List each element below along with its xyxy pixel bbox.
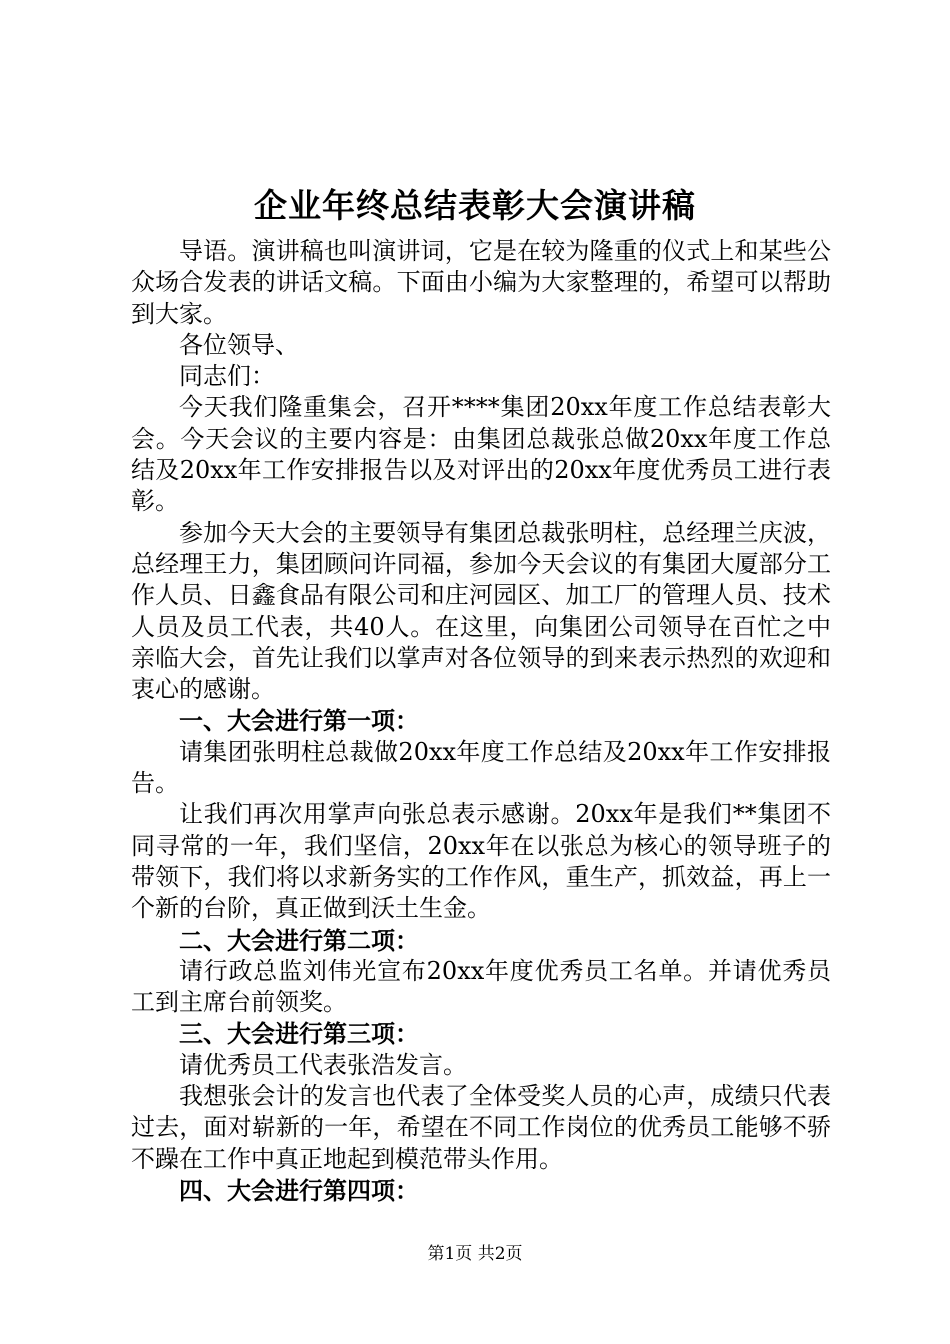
opening-paragraph: 今天我们隆重集会，召开****集团20xx年度工作总结表彰大会。今天会议的主要内容是：由集团总裁张总做20xx年度工作总结及20xx年工作安排报告以及对评出的20xx年度优秀员工进行表彰。 <box>131 393 831 516</box>
section-heading-2: 二、大会进行第二项： <box>179 925 419 955</box>
thanks-paragraph: 让我们再次用掌声向张总表示感谢。20xx年是我们**集团不同寻常的一年，我们坚信，20xx年在以张总为核心的领导班子的带领下，我们将以求新务实的工作作风，重生产，抓效益，再上一个新的台阶，真正做到沃土生金。 <box>131 800 831 923</box>
section-heading-4: 四、大会进行第四项： <box>179 1175 419 1205</box>
section-3-comment-paragraph: 我想张会计的发言也代表了全体受奖人员的心声，成绩只代表过去，面对崭新的一年，希望在不同工作岗位的优秀员工能够不骄不躁在工作中真正地起到模范带头作用。 <box>131 1082 831 1173</box>
section-heading-3: 三、大会进行第三项： <box>179 1019 419 1049</box>
document-body <box>131 236 831 1206</box>
section-2-paragraph: 请行政总监刘伟光宣布20xx年度优秀员工名单。并请优秀员工到主席台前领奖。 <box>131 956 831 1017</box>
section-heading-1: 一、大会进行第一项： <box>179 706 419 736</box>
attendees-paragraph: 参加今天大会的主要领导有集团总裁张明柱，总经理兰庆波，总经理王力，集团顾问许同福，参加今天会议的有集团大厦部分工作人员、日鑫食品有限公司和庄河园区、加工厂的管理人员、技术人员及员工代表，共40人。在这里，向集团公司领导在百忙之中亲临大会，首先让我们以掌声对各位领导的到来表示热烈的欢迎和衷心的感谢。 <box>131 518 831 704</box>
intro-paragraph: 导语。演讲稿也叫演讲词，它是在较为隆重的仪式上和某些公众场合发表的讲话文稿。下面由小编为大家整理的，希望可以帮助到大家。 <box>131 237 831 328</box>
document-title: 企业年终总结表彰大会演讲稿 <box>254 186 696 225</box>
salutation-comrades: 同志们： <box>179 362 275 391</box>
page-number-footer: 第1页 共2页 <box>427 1244 523 1264</box>
section-1-paragraph: 请集团张明柱总裁做20xx年度工作总结及20xx年工作安排报告。 <box>131 737 831 798</box>
salutation-leaders: 各位领导、 <box>179 330 299 359</box>
section-3-paragraph: 请优秀员工代表张浩发言。 <box>179 1050 467 1079</box>
